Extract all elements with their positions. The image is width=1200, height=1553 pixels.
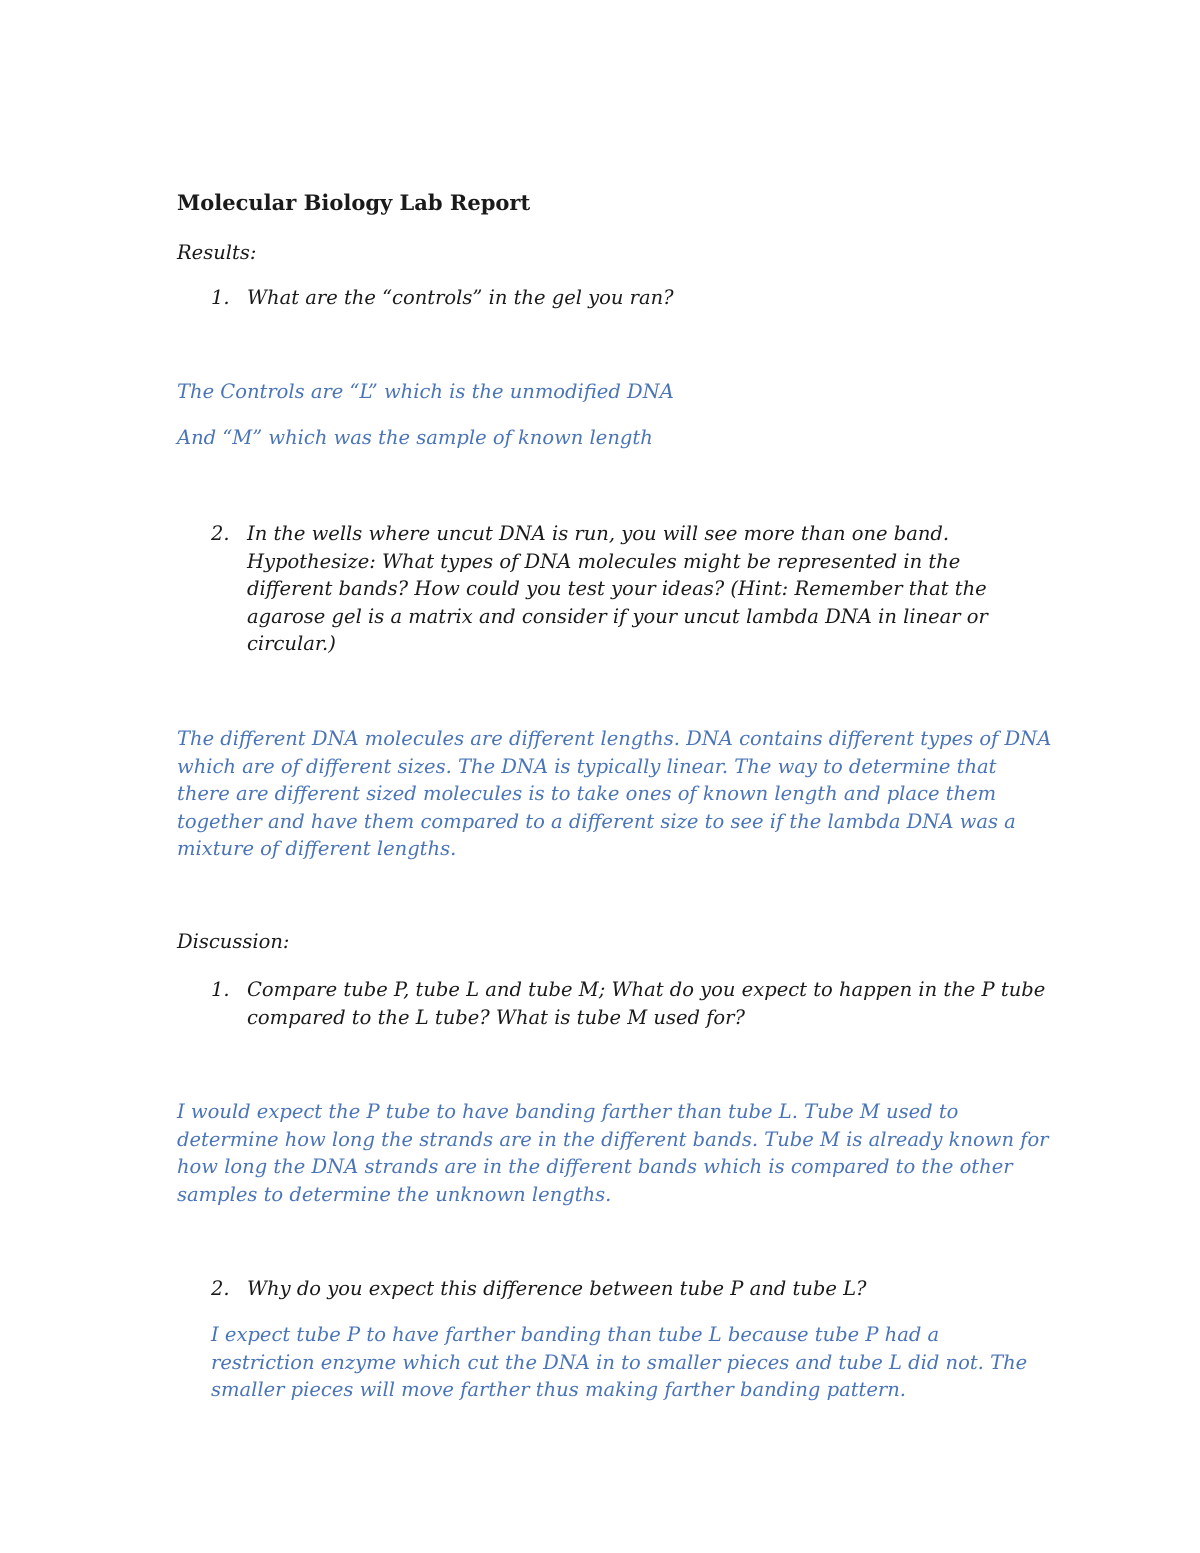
results-question-2-line-5: circular.) [247, 632, 336, 655]
discussion-question-2: Why do you expect this difference between tube P and tube L? [247, 1277, 867, 1300]
results-heading: Results: [177, 241, 257, 264]
results-question-1-number: 1. [211, 286, 230, 309]
results-answer-2-line-1: The different DNA molecules are different lengths. DNA contains different types of DNA [177, 727, 1052, 750]
discussion-question-1-line-1: Compare tube P, tube L and tube M; What do you expect to happen in the P tube [247, 978, 1046, 1001]
discussion-question-2-number: 2. [211, 1277, 230, 1300]
discussion-answer-1-line-1: I would expect the P tube to have banding farther than tube L. Tube M used to [177, 1100, 959, 1123]
results-question-2-line-3: different bands? How could you test your ideas? (Hint: Remember that the [247, 577, 987, 600]
results-answer-2-line-5: mixture of different lengths. [177, 837, 457, 860]
discussion-answer-1 [177, 1098, 1049, 1208]
results-question-2 [247, 520, 988, 658]
discussion-answer-2-line-3: smaller pieces will move farther thus making farther banding pattern. [211, 1378, 907, 1401]
results-question-2-number: 2. [211, 522, 230, 545]
results-answer-2-line-2: which are of different sizes. The DNA is typically linear. The way to determine that [177, 754, 997, 778]
discussion-question-1-number: 1. [211, 978, 230, 1001]
results-question-2-line-1: In the wells where uncut DNA is run, you will see more than one band. [247, 522, 950, 545]
discussion-heading: Discussion: [177, 930, 290, 953]
results-question-1: What are the “controls” in the gel you ran? [247, 286, 674, 309]
document-title: Molecular Biology Lab Report [177, 190, 531, 215]
discussion-answer-1-line-2: determine how long the strands are in the different bands. Tube M is already known for [177, 1127, 1049, 1151]
results-answer-1-line-2: And “M” which was the sample of known length [177, 426, 653, 449]
results-answer-1-line-1: The Controls are “L” which is the unmodified DNA [177, 380, 674, 403]
discussion-answer-1-line-4: samples to determine the unknown lengths. [177, 1182, 612, 1206]
discussion-answer-2-line-1: I expect tube P to have farther banding than tube L because tube P had a [211, 1323, 940, 1346]
results-answer-2-line-3: there are different sized molecules is to take ones of known length and place them [177, 782, 997, 805]
results-answer-2 [177, 725, 1051, 863]
discussion-question-1-line-2: compared to the L tube? What is tube M used for? [247, 1005, 745, 1029]
discussion-answer-2 [211, 1321, 1027, 1404]
results-answer-2-line-4: together and have them compared to a different size to see if the lambda DNA was a [177, 809, 1016, 833]
discussion-question-1 [247, 976, 1045, 1031]
results-question-2-line-4: agarose gel is a matrix and consider if your uncut lambda DNA in linear or [247, 604, 988, 628]
discussion-answer-1-line-3: how long the DNA strands are in the different bands which is compared to the other [177, 1155, 1013, 1178]
discussion-answer-2-line-2: restriction enzyme which cut the DNA in to smaller pieces and tube L did not. The [211, 1350, 1028, 1374]
results-question-2-line-2: Hypothesize: What types of DNA molecules might be represented in the [247, 549, 961, 573]
